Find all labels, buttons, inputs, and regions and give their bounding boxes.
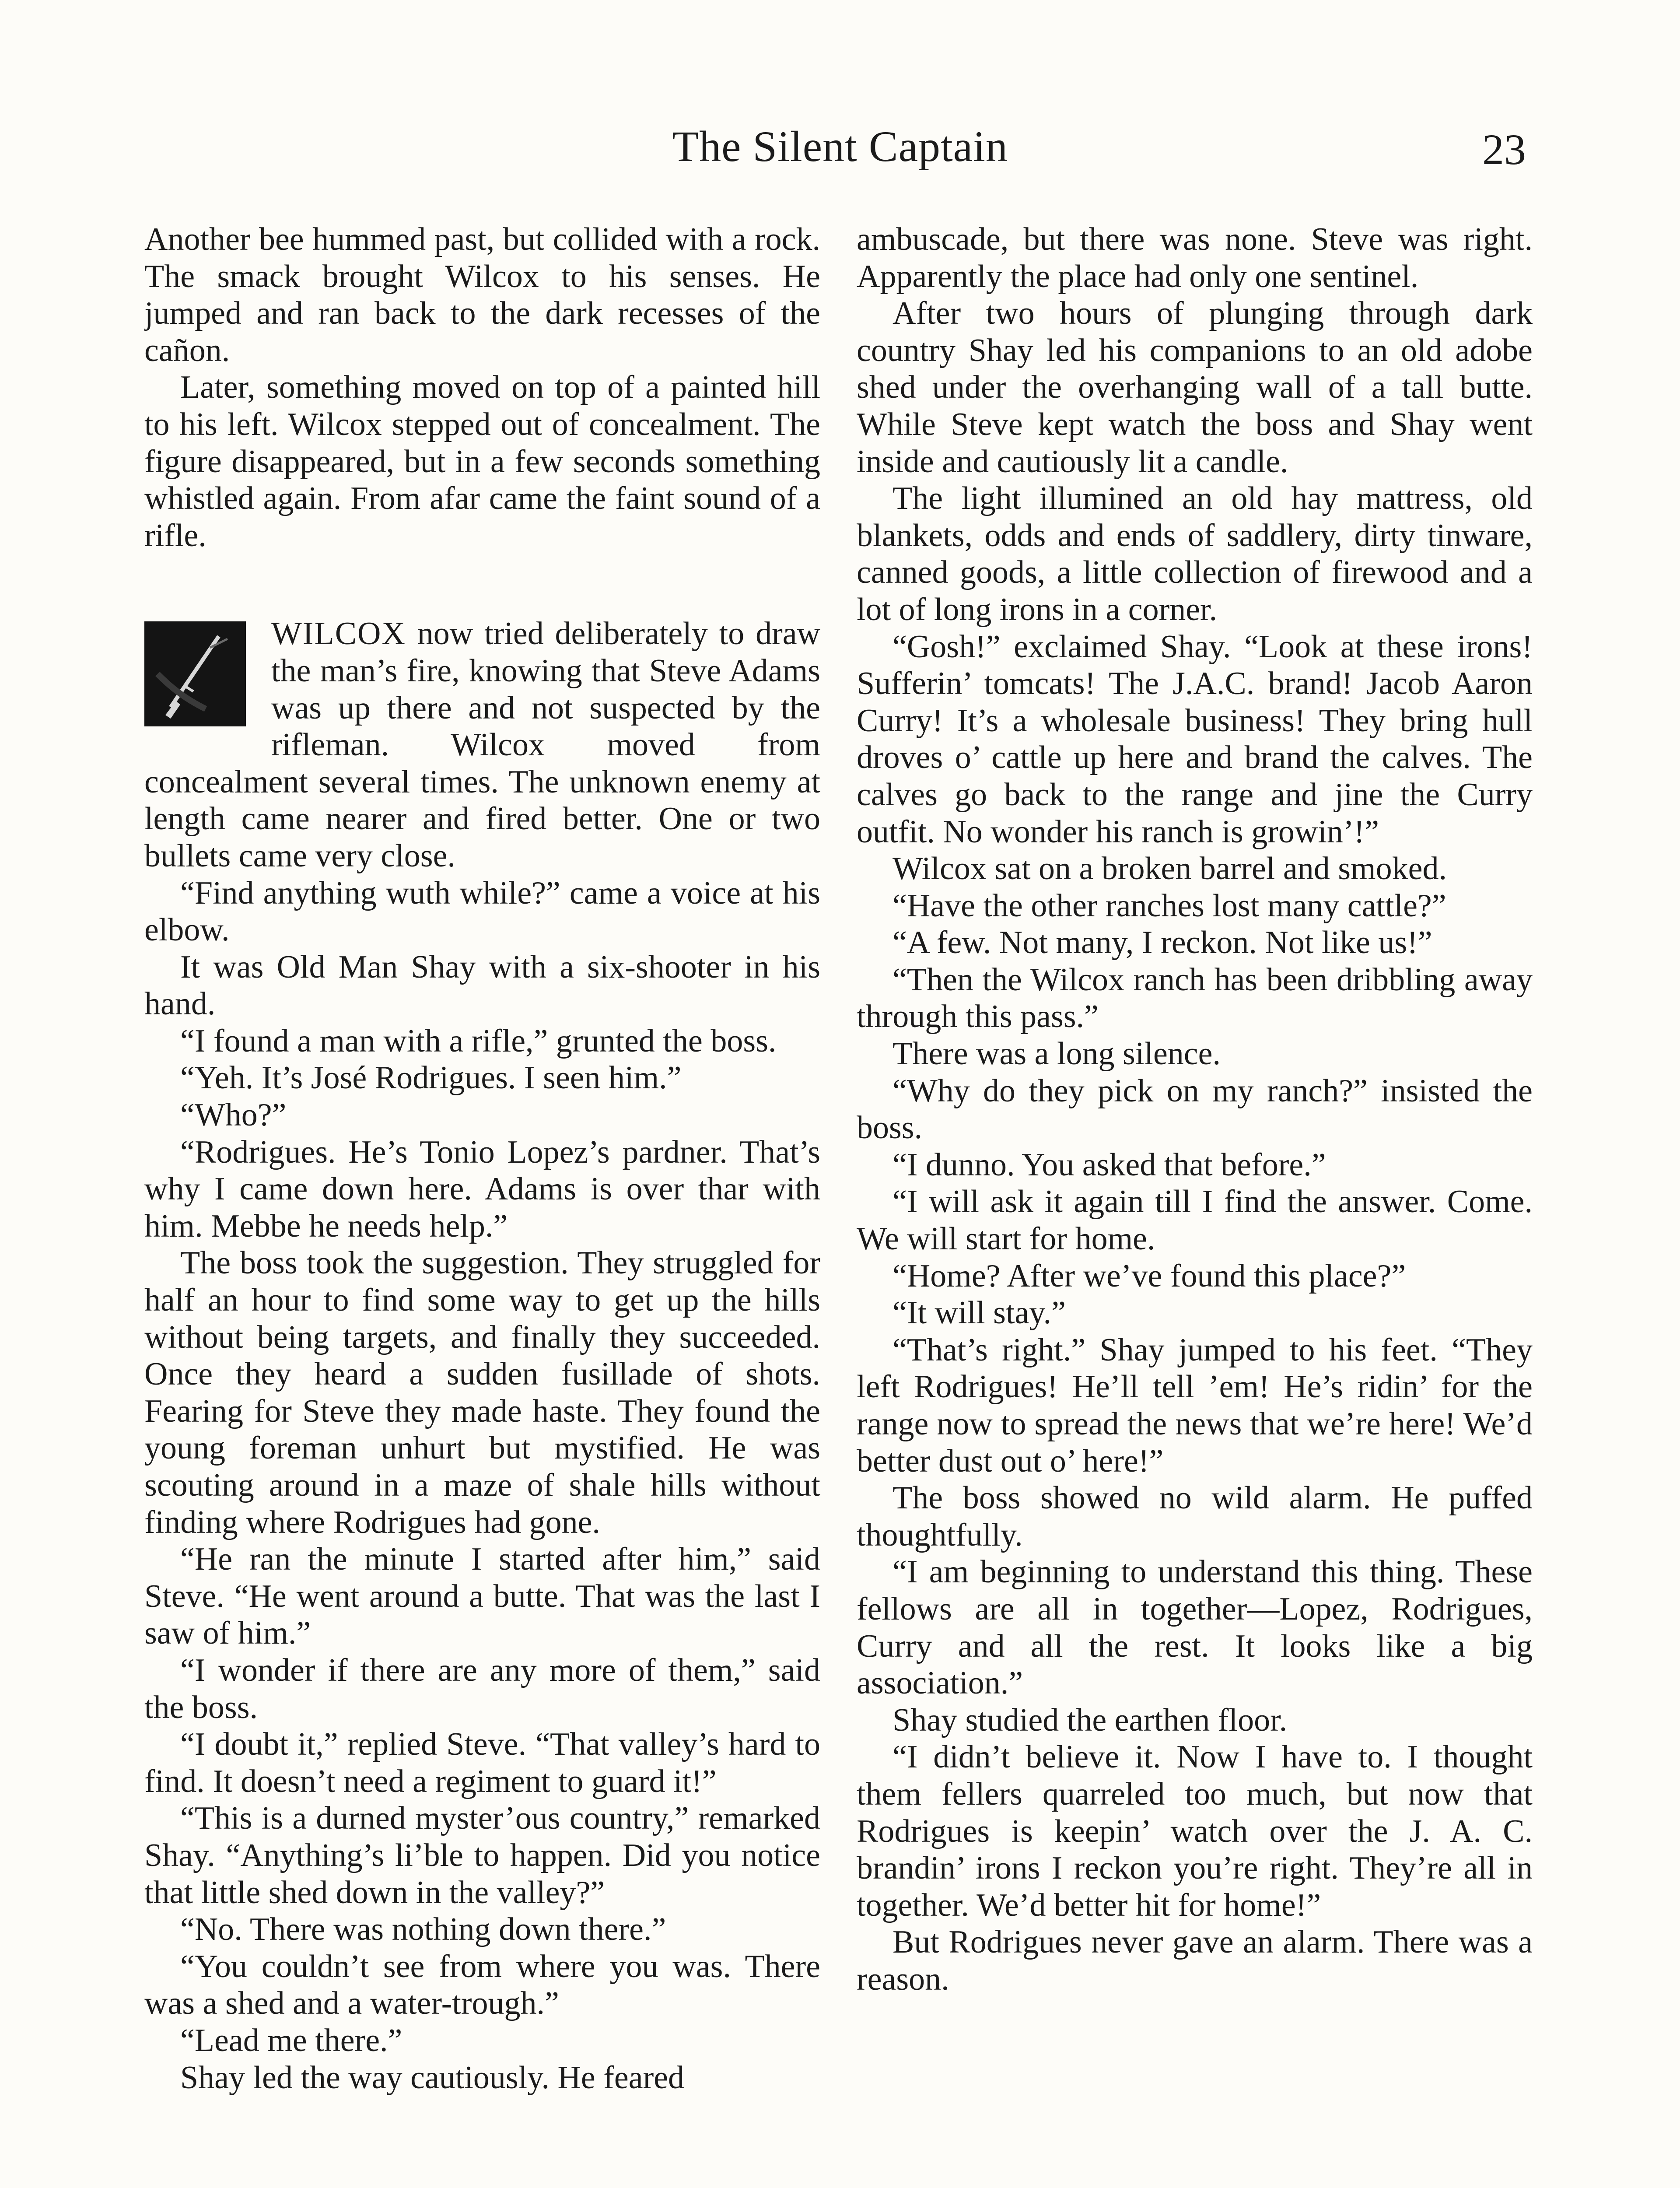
paragraph: “Then the Wilcox ranch has been dribbling away through this pass.” (857, 961, 1533, 1035)
paragraph: “This is a durned myster’ous country,” remarked Shay. “Anything’s li’ble to happen. Did you notice that little shed down in the valley?” (144, 1800, 820, 1911)
paragraph: Another bee hummed past, but collided with a rock. The smack brought Wilcox to his senses. He jumped and ran back to the dark recesses of the cañon. (144, 221, 820, 368)
lead-word: WILCOX (271, 616, 406, 652)
paragraph: “Who?” (180, 1097, 287, 1133)
paragraph: Shay led the way cautiously. He feared (180, 2059, 685, 2096)
paragraph: “I am beginning to understand this thing. These fellows are all in together—Lopez, Rodrigues, Curry and all the rest. It looks like a big association.” (857, 1554, 1533, 1701)
paragraph: “Rodrigues. He’s Tonio Lopez’s pardner. That’s why I came down here. Adams is over thar with him. Mebbe he needs help.” (144, 1134, 820, 1244)
paragraph: Later, something moved on top of a painted hill to his left. Wilcox stepped out of concealment. The figure disappeared, but in a few seconds something whistled again. From afar came the faint sound of a rifle. (144, 369, 820, 554)
paragraph: “I dunno. You asked that before.” (892, 1147, 1326, 1183)
paragraph: “I found a man with a rifle,” grunted the boss. (180, 1023, 777, 1059)
section-first-paragraph-text: now tried deliberately to draw the man’s fire, knowing that Steve Adams was up there and not suspected by the rifleman. Wilcox moved from concealment several times. The unknown enemy at length came nearer and fired better. One or two bullets came very close. (144, 616, 820, 874)
paragraph: “I doubt it,” replied Steve. “That valley’s hard to find. It doesn’t need a regiment to guard it!” (144, 1726, 820, 1799)
paragraph: “No. There was nothing down there.” (180, 1911, 666, 1948)
paragraph: “A few. Not many, I reckon. Not like us!” (892, 925, 1432, 961)
paragraph: The light illumined an old hay mattress, old blankets, odds and ends of saddlery, dirty tinware, canned goods, a little collection of firewood and a lot of long irons in a corner. (857, 480, 1533, 628)
paragraph: “It will stay.” (892, 1295, 1066, 1331)
paragraph: The boss took the suggestion. They struggled for half an hour to find some way to get up the hills without being targets, and finally they succeeded. Once they heard a sudden fusillade of shots. Fearing for Steve they made haste. They found the young foreman unhurt but mystified. He was scouting around in a maze of shale hills without finding where Rodrigues had gone. (144, 1245, 820, 1540)
paragraph: “Home? After we’ve found this place?” (892, 1258, 1406, 1294)
paragraph: The boss showed no wild alarm. He puffed thoughtfully. (857, 1480, 1533, 1553)
paragraph: “That’s right.” Shay jumped to his feet. “They left Rodrigues! He’ll tell ’em! He’s ridin’ for the range now to spread the news that we’re here! We’d better dust out o’ here!” (857, 1332, 1533, 1479)
paragraph: “Gosh!” exclaimed Shay. “Look at these irons! Sufferin’ tomcats! The J.A.C. brand! Jacob Aaron Curry! It’s a wholesale business! They bring hull droves o’ cattle up here and brand the calves. The calves go back to the range and jine the Curry outfit. No wonder his ranch is growin’!” (857, 628, 1533, 850)
running-title: The Silent Captain (672, 122, 1008, 171)
paragraph: Shay studied the earthen floor. (892, 1702, 1288, 1738)
paragraph: Wilcox sat on a broken barrel and smoked. (892, 851, 1447, 887)
paragraph: “I didn’t believe it. Now I have to. I thought them fellers quarreled too much, but now that Rodrigues is keepin’ watch over the J. A. C. brandin’ irons I reckon you’re right. They’re all in together. We’d better hit for home!” (857, 1739, 1533, 1923)
continued-paragraph: ambuscade, but there was none. Steve was right. Apparently the place had only one sentinel. (857, 221, 1533, 295)
paragraph: “Yeh. It’s José Rodrigues. I seen him.” (180, 1060, 682, 1096)
paragraph: “I wonder if there are any more of them,” said the boss. (144, 1652, 820, 1725)
section-opening (144, 615, 820, 874)
paragraph: “Find anything wuth while?” came a voice at his elbow. (144, 875, 820, 948)
page-number: 23 (1482, 125, 1526, 174)
paragraph: “Why do they pick on my ranch?” insisted the boss. (857, 1073, 1533, 1146)
rifle-illustration-icon (144, 621, 246, 726)
paragraph: There was a long silence. (892, 1036, 1221, 1072)
right-column (857, 221, 1533, 2188)
paragraph: “You couldn’t see from where you was. There was a shed and a water-trough.” (144, 1948, 820, 2022)
paragraph: “He ran the minute I started after him,” said Steve. “He went around a butte. That was the last I saw of him.” (144, 1541, 820, 1652)
paragraph: “Have the other ranches lost many cattle?” (892, 887, 1446, 924)
paragraph: It was Old Man Shay with a six-shooter in his hand. (144, 949, 820, 1022)
paragraph: “Lead me there.” (180, 2022, 402, 2058)
paragraph: “I will ask it again till I find the answer. Come. We will start for home. (857, 1184, 1533, 1257)
paragraph: After two hours of plunging through dark country Shay led his companions to an old adobe shed under the overhanging wall of a tall butte. While Steve kept watch the boss and Shay went inside and cautiously lit a candle. (857, 295, 1533, 480)
paragraph: But Rodrigues never gave an alarm. There was a reason. (857, 1924, 1533, 1997)
left-column (144, 221, 820, 2188)
